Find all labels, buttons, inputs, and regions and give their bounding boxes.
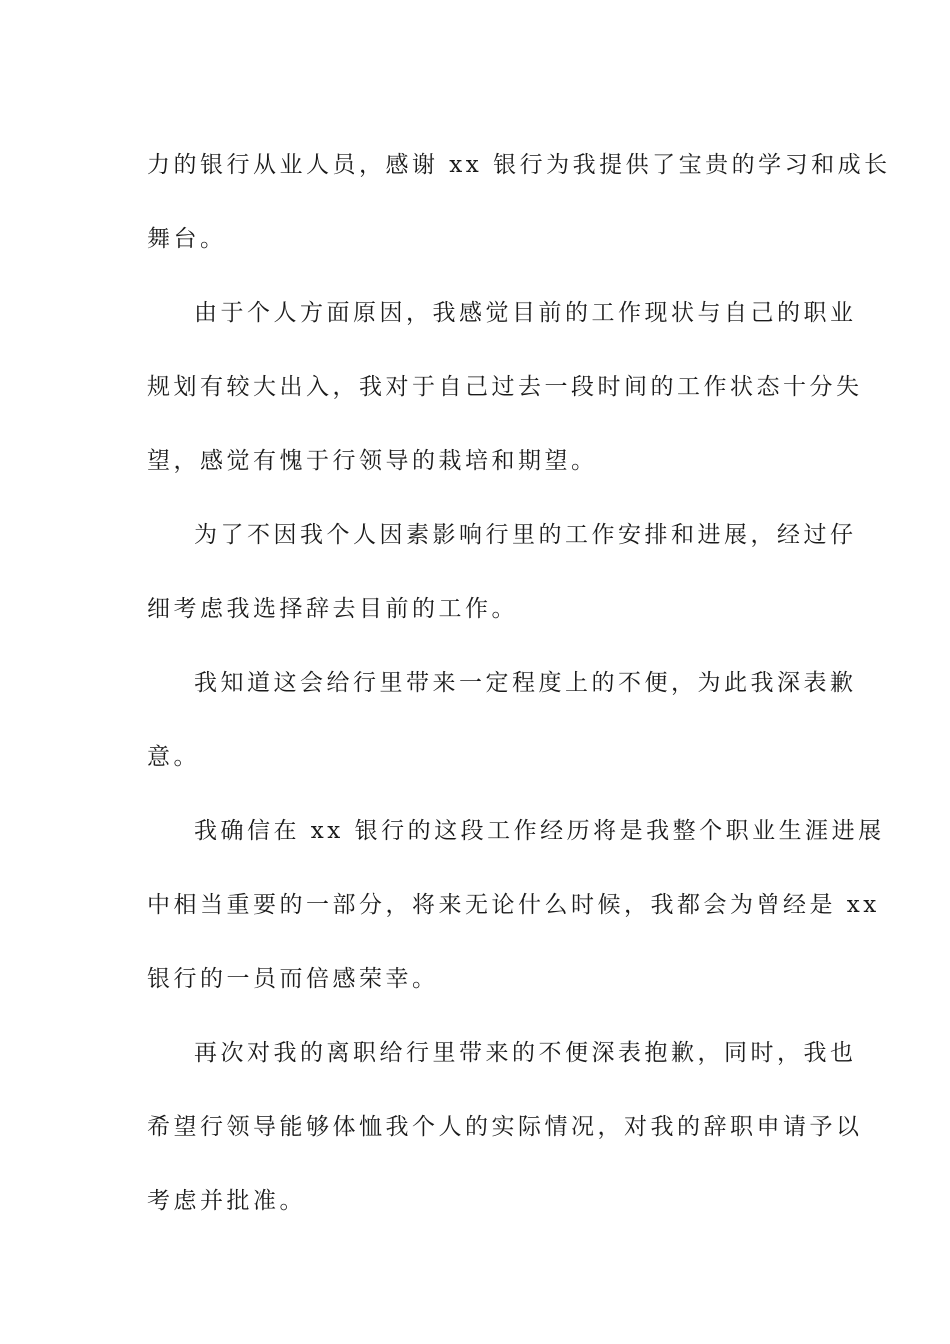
paragraph-line: 希望行领导能够体恤我个人的实际情况，对我的辞职申请予以 xyxy=(147,1114,863,1140)
paragraph-line: 考虑并批准。 xyxy=(147,1188,306,1214)
paragraph-line: 中相当重要的一部分，将来无论什么时候，我都会为曾经是 xx xyxy=(147,892,880,918)
paragraph-line: 细考虑我选择辞去目前的工作。 xyxy=(147,596,518,622)
letter-body xyxy=(147,128,891,1238)
paragraph-line: 银行的一员而倍感荣幸。 xyxy=(147,966,439,992)
paragraph-line: 意。 xyxy=(147,744,200,770)
paragraph-line: 力的银行从业人员，感谢 xx 银行为我提供了宝贵的学习和成长 xyxy=(147,152,891,178)
paragraph-line: 我确信在 xx 银行的这段工作经历将是我整个职业生涯进展 xyxy=(194,818,885,844)
paragraph-line: 由于个人方面原因，我感觉目前的工作现状与自己的职业 xyxy=(194,300,857,326)
paragraph-line: 舞台。 xyxy=(147,226,227,252)
paragraph-line: 我知道这会给行里带来一定程度上的不便，为此我深表歉 xyxy=(194,670,857,696)
paragraph-line: 望，感觉有愧于行领导的栽培和期望。 xyxy=(147,448,598,474)
paragraph-line: 规划有较大出入，我对于自己过去一段时间的工作状态十分失 xyxy=(147,374,863,400)
paragraph-line: 再次对我的离职给行里带来的不便深表抱歉，同时，我也 xyxy=(194,1040,857,1066)
paragraph-line: 为了不因我个人因素影响行里的工作安排和进展，经过仔 xyxy=(194,522,857,548)
